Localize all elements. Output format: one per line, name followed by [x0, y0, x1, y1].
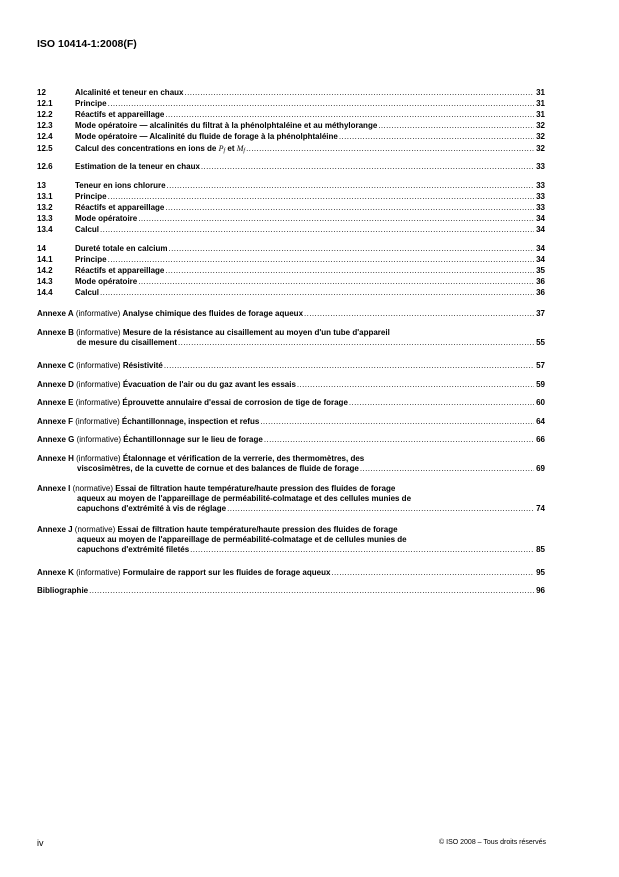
toc-annex-b[interactable]: Annexe B (informative) Mesure de la résistance au cisaillement au moyen d'un tube d'appareil de mesure du cisaillement ..... 55 [37, 328, 545, 348]
toc-entry-12-4[interactable] [37, 132, 545, 142]
toc-title: Alcalinité et teneur en chaux [75, 88, 184, 97]
toc-leader [190, 545, 534, 555]
toc-title: Réactifs et appareillage [75, 110, 165, 119]
toc-title: Estimation de la teneur en chaux [75, 162, 200, 171]
toc-entry-12-5[interactable] [37, 144, 545, 156]
toc-title: Principe [75, 192, 107, 201]
toc-title: Calcul [75, 225, 100, 234]
toc-entry-12-6[interactable] [37, 162, 545, 172]
toc-leader [164, 361, 534, 371]
toc-page: 33 [536, 162, 545, 171]
copyright-notice: © ISO 2008 – Tous droits réservés [439, 839, 546, 846]
toc-leader [108, 255, 534, 265]
toc-leader [100, 288, 534, 298]
toc-leader [227, 504, 534, 514]
toc-leader [178, 338, 534, 348]
toc-page: 33 [536, 192, 545, 201]
toc-page: 34 [536, 244, 545, 253]
toc-title: Mode opératoire — Alcalinité du fluide de forage à la phénolphtaléine [75, 132, 338, 141]
toc-title: Bibliographie [37, 586, 89, 595]
toc-entry-12-3[interactable] [37, 121, 545, 131]
toc-page: 35 [536, 266, 545, 275]
toc-leader [264, 435, 534, 445]
toc-page: 34 [536, 255, 545, 264]
toc-annex-a[interactable]: Annexe A (informative) Analyse chimique des fluides de forage aqueux ..... 37 [37, 309, 545, 319]
toc-leader [360, 464, 534, 474]
toc-annex-h[interactable]: Annexe H (informative) Étalonnage et vérification de la verrerie, des thermomètres, des viscosimètres, de la cuvette de cornue et des balances de fluide de forage ..... 69 [37, 454, 545, 474]
toc-page: 34 [536, 225, 545, 234]
toc-leader [378, 121, 534, 131]
toc-bibliography[interactable] [37, 586, 545, 596]
document-header: ISO 10414-1:2008(F) [37, 38, 137, 50]
toc-annex-f[interactable]: Annexe F (informative) Échantillonnage, inspection et refus ..... 64 [37, 417, 545, 427]
toc-page: 33 [536, 181, 545, 190]
toc-annex-k[interactable]: Annexe K (informative) Formulaire de rapport sur les fluides de forage aqueux ..... 95 [37, 568, 545, 578]
toc-number: 13.3 [37, 214, 53, 223]
pf-symbol: Pf [218, 144, 226, 154]
toc-entry-13-1[interactable] [37, 192, 545, 202]
toc-entry-14-3[interactable] [37, 277, 545, 287]
toc-leader [165, 266, 534, 276]
toc-leader [331, 568, 534, 578]
toc-entry-13-2[interactable] [37, 203, 545, 213]
toc-number: 12.5 [37, 144, 53, 153]
toc-annex-d[interactable]: Annexe D (informative) Évacuation de l'air ou du gaz avant les essais ..... 59 [37, 380, 545, 390]
toc-page: 36 [536, 288, 545, 297]
toc-number: 12 [37, 88, 46, 97]
toc-title: Calcul [75, 288, 100, 297]
toc-entry-14-2[interactable] [37, 266, 545, 276]
toc-leader [108, 99, 534, 109]
toc-title: Mode opératoire [75, 214, 138, 223]
toc-leader [184, 88, 534, 98]
toc-number: 13.1 [37, 192, 53, 201]
toc-number: 13 [37, 181, 46, 190]
toc-annex-e[interactable]: Annexe E (informative) Éprouvette annulaire d'essai de corrosion de tige de forage ..... 60 [37, 398, 545, 408]
toc-number: 12.1 [37, 99, 53, 108]
toc-leader [201, 162, 534, 172]
toc-leader [246, 144, 534, 154]
toc-leader [297, 380, 534, 390]
toc-number: 13.4 [37, 225, 53, 234]
toc-title: Teneur en ions chlorure [75, 181, 166, 190]
toc-title: Réactifs et appareillage [75, 266, 165, 275]
page-number: iv [37, 838, 44, 848]
toc-title: Principe [75, 99, 107, 108]
toc-entry-13[interactable] [37, 181, 545, 191]
toc-number: 14.4 [37, 288, 53, 297]
toc-number: 14.3 [37, 277, 53, 286]
toc-page: 33 [536, 203, 545, 212]
toc-title: Principe [75, 255, 107, 264]
toc-number: 12.3 [37, 121, 53, 130]
toc-entry-13-3[interactable] [37, 214, 545, 224]
toc-annex-j[interactable]: Annexe J (normative) Essai de filtration haute température/haute pression des fluides de forage aqueux au moyen de l'appareillage de perméabilité-colmatage et de cellules munies de capuchons d'extrémité filetés ..... 85 [37, 525, 545, 555]
toc-title: Mode opératoire [75, 277, 138, 286]
toc-entry-14-1[interactable] [37, 255, 545, 265]
toc-leader [168, 244, 534, 254]
toc-number: 14.1 [37, 255, 53, 264]
toc-leader [167, 181, 534, 191]
toc-number: 14.2 [37, 266, 53, 275]
toc-annex-c[interactable]: Annexe C (informative) Résistivité ..... 57 [37, 361, 545, 371]
toc-annex-g[interactable]: Annexe G (informative) Échantillonnage sur le lieu de forage ..... 66 [37, 435, 545, 445]
toc-leader [260, 417, 534, 427]
toc-entry-13-4[interactable] [37, 225, 545, 235]
toc-entry-12[interactable] [37, 88, 545, 98]
toc-leader [138, 214, 534, 224]
toc-title: Réactifs et appareillage [75, 203, 165, 212]
toc-leader [304, 309, 534, 319]
toc-leader [138, 277, 534, 287]
toc-number: 12.4 [37, 132, 53, 141]
toc-title: Dureté totale en calcium [75, 244, 168, 253]
toc-page: 31 [536, 99, 545, 108]
toc-leader [100, 225, 534, 235]
toc-page: 31 [536, 88, 545, 97]
toc-entry-12-1[interactable] [37, 99, 545, 109]
toc-leader [89, 586, 534, 596]
toc-leader [339, 132, 534, 142]
toc-title: Calcul des concentrations en ions de Pf et Mf [75, 144, 246, 154]
toc-leader [349, 398, 534, 408]
toc-title: Mode opératoire — alcalinités du filtrat à la phénolphtaléine et au méthylorange [75, 121, 378, 130]
toc-leader [108, 192, 534, 202]
toc-page: 32 [536, 144, 545, 153]
toc-leader [165, 110, 534, 120]
toc-page: 34 [536, 214, 545, 223]
toc-page: 36 [536, 277, 545, 286]
mf-symbol: Mf [236, 144, 246, 154]
toc-leader [165, 203, 534, 213]
toc-page: 31 [536, 110, 545, 119]
toc-page: 96 [536, 586, 545, 595]
toc-number: 12.2 [37, 110, 53, 119]
toc-entry-14[interactable] [37, 244, 545, 254]
toc-entry-12-2[interactable] [37, 110, 545, 120]
toc-number: 14 [37, 244, 46, 253]
toc-number: 12.6 [37, 162, 53, 171]
toc-annex-i[interactable]: Annexe I (normative) Essai de filtration haute température/haute pression des fluides de forage aqueux au moyen de l'appareillage de perméabilité-colmatage et des cellules munies de capuchons d'extrémité à vis de réglage ..... 74 [37, 484, 545, 514]
toc-page: 32 [536, 121, 545, 130]
toc-entry-14-4[interactable] [37, 288, 545, 298]
toc-page: 32 [536, 132, 545, 141]
toc-number: 13.2 [37, 203, 53, 212]
